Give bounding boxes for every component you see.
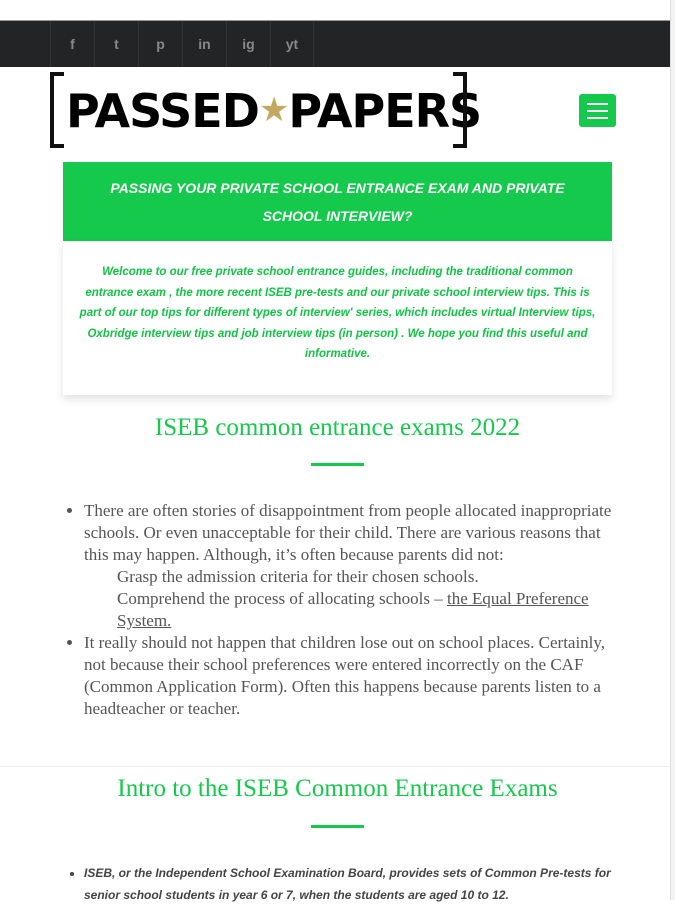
social-bar xyxy=(0,20,670,67)
section-heading: Intro to the ISEB Common Entrance Exams xyxy=(117,775,558,802)
logo-bracket xyxy=(453,72,467,148)
sub-item xyxy=(84,588,625,632)
sub-text: Comprehend the process of allocating schools – xyxy=(117,589,448,608)
intro-text: Welcome to our free private school entrance guides, including the traditional common entrance exam , the more recent ISEB pre-tests and our private school interview tips. This is part of our top tips for different types of interview' series, which includes virtual Interview tips, Oxbridge interview tips and job interview tips (in person) . We hope you find this useful and informative. xyxy=(63,241,612,395)
divider xyxy=(0,766,670,767)
linkedin-icon[interactable]: in xyxy=(182,21,226,67)
sub-item: Grasp the admission criteria for their chosen schools. xyxy=(117,567,479,586)
content-list xyxy=(65,862,635,906)
menu-button[interactable] xyxy=(579,94,616,127)
heading-underline xyxy=(311,825,364,828)
youtube-icon[interactable]: yt xyxy=(270,21,314,67)
logo-word: PAPERS xyxy=(288,84,482,138)
list-item: • It really should not happen that children lose out on school places. Certainly, not because their school preferences were entered incorrectly on the CAF (Common Application Form). Often this happens because parents listen to a headteacher or teacher. xyxy=(84,632,625,720)
facebook-icon[interactable]: f xyxy=(50,21,94,67)
content-list xyxy=(65,500,625,720)
logo-text xyxy=(66,84,481,138)
instagram-icon[interactable]: ig xyxy=(226,21,270,67)
equal-preference-link[interactable]: the Equal Preference System. xyxy=(117,589,589,630)
twitter-icon[interactable]: t xyxy=(94,21,138,67)
section-heading: ISEB common entrance exams 2022 xyxy=(154,414,521,441)
heading-underline xyxy=(311,463,364,466)
logo-word: PASSED xyxy=(66,84,259,138)
banner-heading: PASSING YOUR PRIVATE SCHOOL ENTRANCE EXAM AND PRIVATE SCHOOL INTERVIEW? xyxy=(63,162,612,241)
list-item xyxy=(84,500,625,632)
site-logo[interactable] xyxy=(50,72,482,148)
list-text: There are often stories of disappointment from people allocated inappropriate schools. Or even unacceptable for their child. There are various reasons that this may happen. Although, it’s often because parents did not: xyxy=(84,501,612,564)
pinterest-icon[interactable]: p xyxy=(138,21,182,67)
scrollbar[interactable] xyxy=(670,0,675,900)
list-item: • ISEB, or the Independent School Examination Board, provides sets of Common Pre-tests for senior school students in year 6 or 7, when the students are aged 10 to 12. xyxy=(84,862,635,906)
star-icon: ★ xyxy=(258,90,289,130)
logo-bracket xyxy=(50,72,64,148)
